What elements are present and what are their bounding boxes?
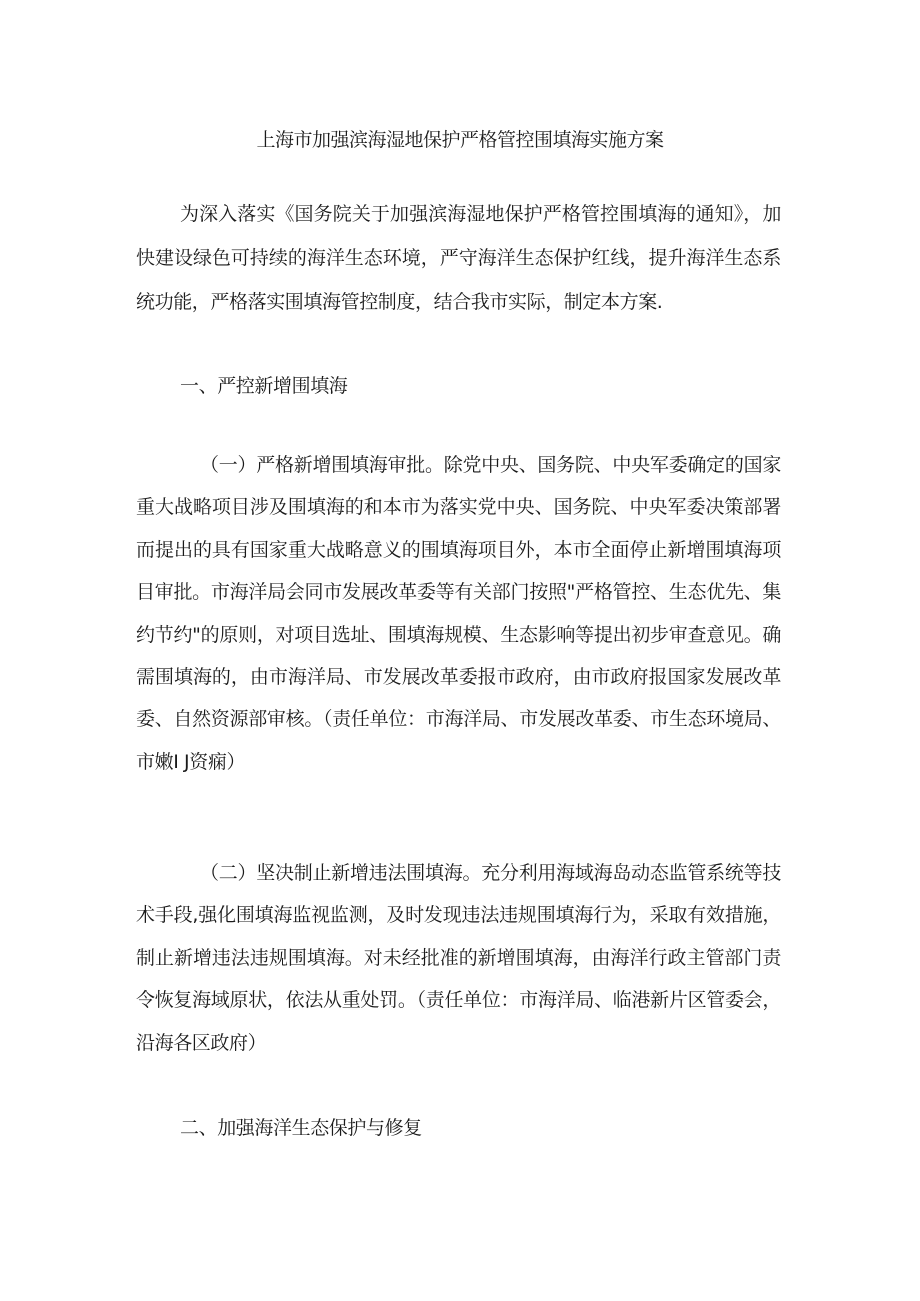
section-2-heading: 二、加强海洋生态保护与修复 bbox=[180, 1117, 422, 1139]
section-1-heading: 一、严控新增围填海 bbox=[180, 375, 348, 397]
document-title: 上海市加强滨海湿地保护严格管控围填海实施方案 bbox=[256, 129, 664, 151]
intro-paragraph: 为深入落实《国务院关于加强滨海湿地保护严格管控围填海的通知》，加快建设绿色可持续的海洋生态环境，严守海洋生态保护红线，提升海洋生态系统功能，严格落实围填海管控制度，结合我市实际，制定本方案. bbox=[136, 203, 781, 313]
section-1-item-2-paragraph: （二）坚决制止新增违法围填海。充分利用海域海岛动态监管系统等技术手段,强化围填海监视监测，及时发现违法违规围填海行为，采取有效措施，制止新增违法违规围填海。对未经批准的新增围填海，由海洋行政主管部门责令恢复海域原状，依法从重处罚。（责任单位：市海洋局、临港新片区管委会，沿海各区政府） bbox=[136, 862, 781, 1054]
section-1-item-1-paragraph: （一）严格新增围填海审批。除党中央、国务院、中央军委确定的国家重大战略项目涉及围填海的和本市为落实党中央、国务院、中央军委决策部署而提出的具有国家重大战略意义的围填海项目外，本市全面停止新增围填海项目审批。市海洋局会同市发展改革委等有关部门按照"严格管控、生态优先、集约节约"的原则，对项目选址、围填海规模、生态影响等提出初步审查意见。确需围填海的，由市海洋局、市发展改革委报市政府，由市政府报国家发展改革委、自然资源部审核。（责任单位：市海洋局、市发展改革委、市生态环境局、市嫩I J资痫） bbox=[136, 454, 781, 773]
